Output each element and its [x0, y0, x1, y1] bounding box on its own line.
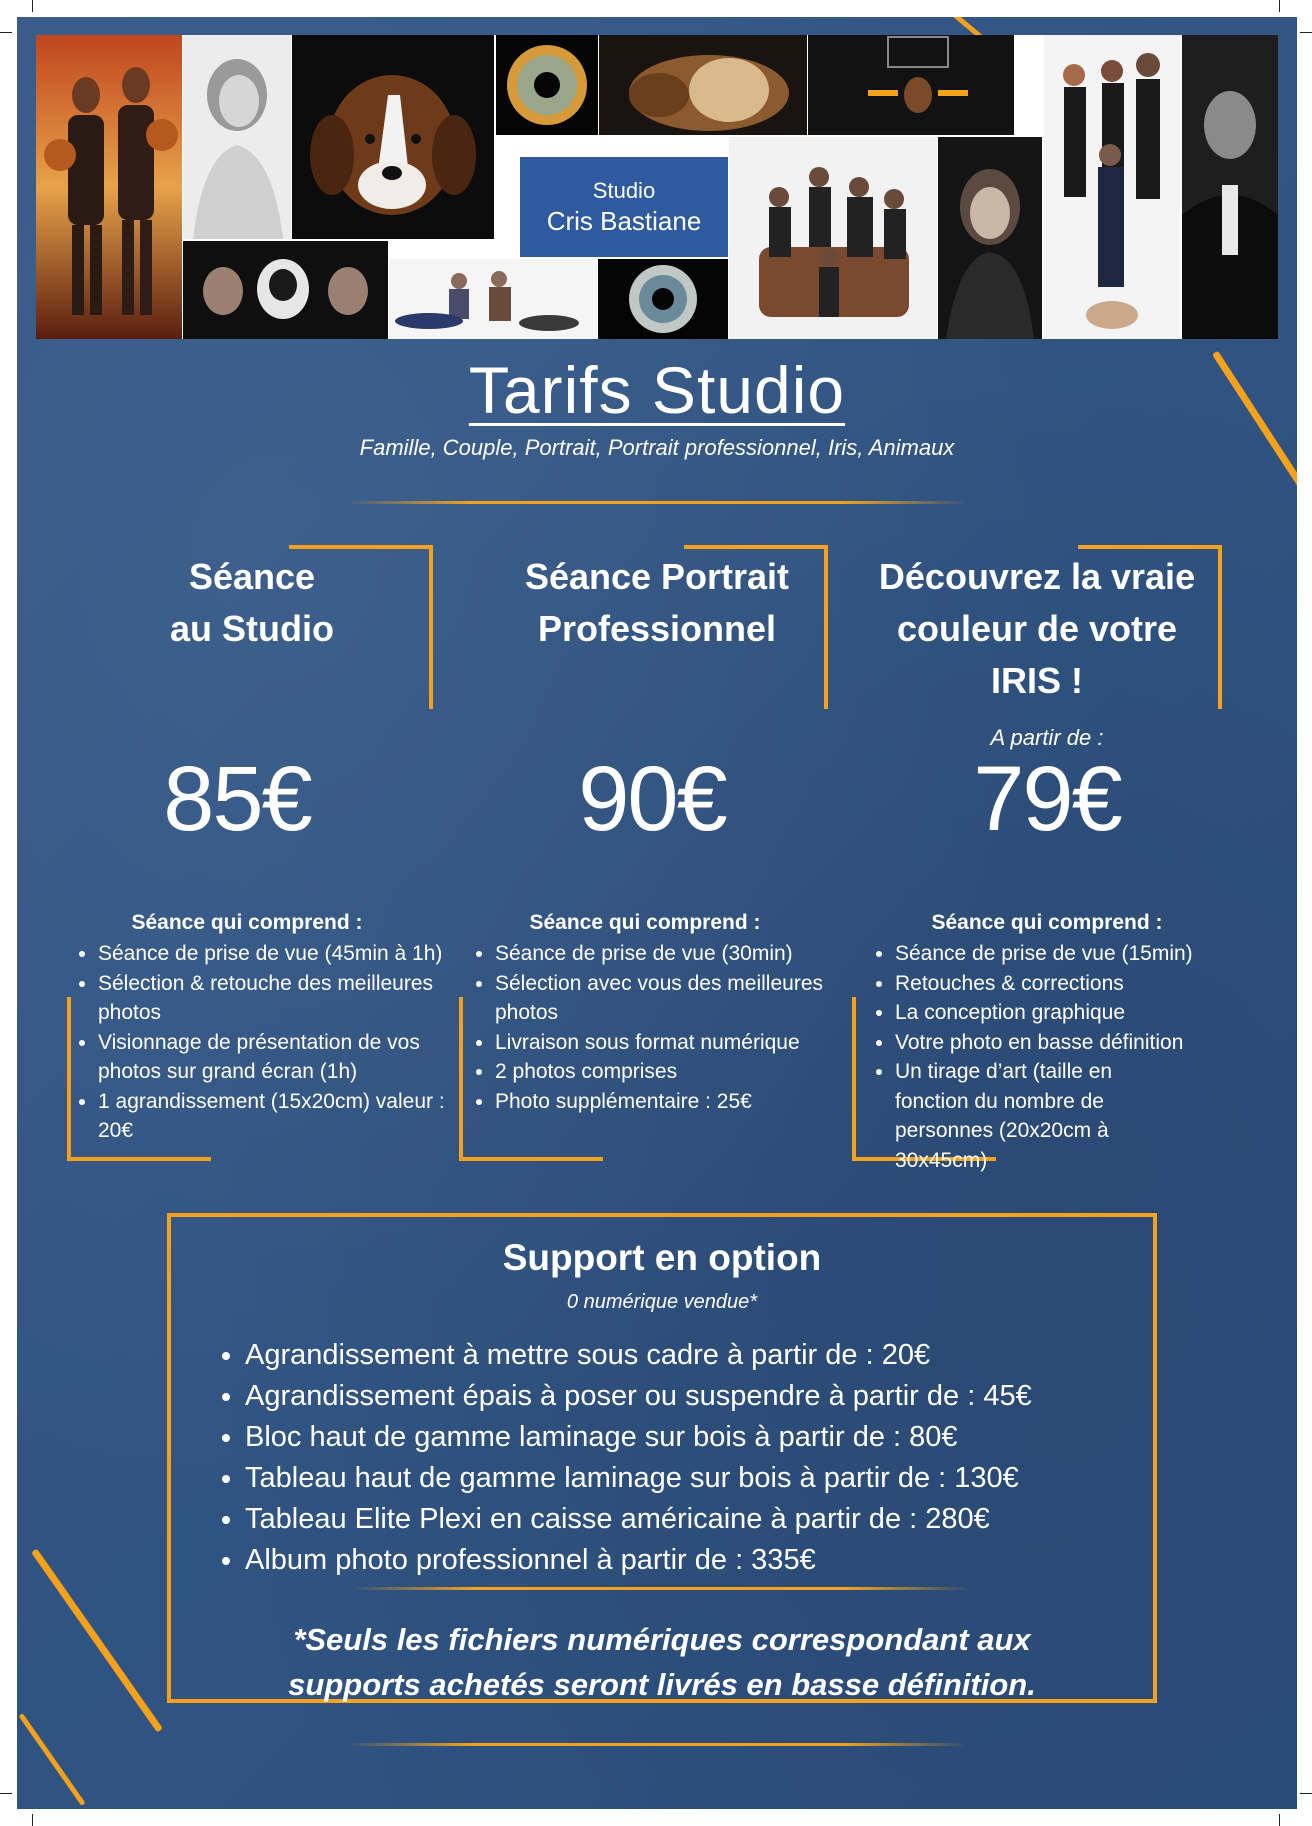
offer3-title-line3: IRIS !	[990, 660, 1083, 701]
studio-label-line2: Cris Bastiane	[546, 205, 702, 236]
offer3-title-line2: couleur de votre	[896, 608, 1178, 649]
crop-mark	[1300, 32, 1312, 33]
offer1-title-line2: au Studio	[170, 608, 334, 649]
studio-logo-box	[520, 157, 728, 257]
crop-mark	[1300, 1793, 1312, 1794]
offer2-title	[477, 551, 837, 655]
offer1-includes-title: Séance qui comprend :	[131, 911, 363, 934]
support-list	[215, 1335, 1032, 1581]
couple-lying-photo	[389, 259, 597, 339]
list-item: • Album photo professionnel à partir de : 335€	[245, 1540, 1032, 1581]
crop-mark	[0, 1793, 12, 1794]
basketball-players-photo	[36, 35, 182, 339]
photo-collage	[36, 35, 1278, 339]
crop-mark	[32, 0, 33, 12]
offer2-title-line2: Professionnel	[537, 608, 777, 649]
list-item: • Tableau Elite Plexi en caisse américaine à partir de : 280€	[245, 1499, 1032, 1540]
support-options-box	[167, 1213, 1157, 1703]
iris-blue-photo	[598, 259, 728, 339]
girl-portrait-photo	[938, 137, 1042, 339]
list-item: • Sélection & retouche des meilleures photos	[98, 969, 446, 1028]
family-black-outfits-photo	[1044, 35, 1180, 339]
list-item: • Séance de prise de vue (30min)	[495, 939, 875, 969]
support-note-line2: supports achetés seront livrés en basse définition.	[288, 1667, 1036, 1702]
footer-divider	[347, 1743, 967, 1746]
crop-mark	[1279, 1814, 1280, 1826]
man-portrait-photo	[1182, 35, 1278, 339]
list-item: • Retouches & corrections	[895, 969, 1297, 999]
list-item: • 2 photos comprises	[495, 1057, 875, 1087]
page-title: Tarifs Studio	[468, 353, 846, 427]
list-item: • La conception graphique	[895, 998, 1297, 1028]
studio-label-line1: Studio	[592, 177, 656, 203]
iris-photo	[496, 35, 598, 135]
flyer-page	[17, 17, 1297, 1809]
decorative-streak	[18, 1713, 85, 1806]
offer2-price: 90€	[578, 748, 726, 850]
header-divider	[347, 501, 967, 504]
offer1-includes-list	[72, 939, 446, 1146]
offer2-title-line1: Séance Portrait	[524, 556, 790, 597]
list-item: • Votre photo en basse définition	[895, 1028, 1297, 1058]
decorative-streak	[31, 1548, 163, 1732]
dog-portrait-photo	[292, 35, 494, 239]
offer1-title-line1: Séance	[188, 556, 316, 597]
list-item: • 1 agrandissement (15x20cm) valeur : 20€	[98, 1087, 446, 1146]
support-subtitle: 0 numérique vendue*	[566, 1291, 758, 1313]
support-note	[171, 1617, 1153, 1707]
offer1-title	[92, 551, 412, 655]
crop-mark	[32, 1814, 33, 1826]
offer3-includes-title: Séance qui comprend :	[931, 911, 1163, 934]
women-with-dog-photo	[183, 241, 388, 339]
page-subtitle: Famille, Couple, Portrait, Portrait professionnel, Iris, Animaux	[359, 435, 955, 460]
offer3-title-line1: Découvrez la vraie	[878, 556, 1196, 597]
list-item: • Un tirage d’art (taille en fonction du nombre de personnes (20x20cm à 30x45cm)	[895, 1057, 1165, 1175]
list-item: • Séance de prise de vue (45min à 1h)	[98, 939, 446, 969]
offer3-title	[857, 551, 1217, 707]
list-item: • Livraison sous format numérique	[495, 1028, 875, 1058]
woman-portrait-photo	[183, 35, 291, 239]
list-item: • Séance de prise de vue (15min)	[895, 939, 1297, 969]
offer1-price: 85€	[163, 748, 311, 850]
list-item: • Agrandissement épais à poser ou suspendre à partir de : 45€	[245, 1376, 1032, 1417]
bread-photo	[599, 35, 807, 135]
support-title: Support en option	[502, 1237, 822, 1278]
offer3-includes-list	[869, 939, 1297, 1175]
list-item: • Sélection avec vous des meilleures photos	[495, 969, 875, 1028]
basketball-hoop-photo	[808, 35, 1014, 135]
list-item: • Bloc haut de gamme laminage sur bois à partir de : 80€	[245, 1417, 1032, 1458]
offer2-includes-title: Séance qui comprend :	[529, 911, 761, 934]
offer2-includes-list	[469, 939, 875, 1116]
family-sofa-photo	[729, 137, 937, 339]
list-item: • Tableau haut de gamme laminage sur bois à partir de : 130€	[245, 1458, 1032, 1499]
offer3-price-prefix: A partir de :	[990, 725, 1104, 750]
crop-mark	[1279, 0, 1280, 12]
list-item: • Visionnage de présentation de vos photos sur grand écran (1h)	[98, 1028, 446, 1087]
offer3-price: 79€	[973, 748, 1121, 850]
crop-mark	[0, 32, 12, 33]
list-item: • Photo supplémentaire : 25€	[495, 1087, 875, 1117]
support-divider	[351, 1587, 971, 1590]
list-item: • Agrandissement à mettre sous cadre à partir de : 20€	[245, 1335, 1032, 1376]
support-note-line1: *Seuls les fichiers numériques correspondant aux	[293, 1622, 1031, 1657]
